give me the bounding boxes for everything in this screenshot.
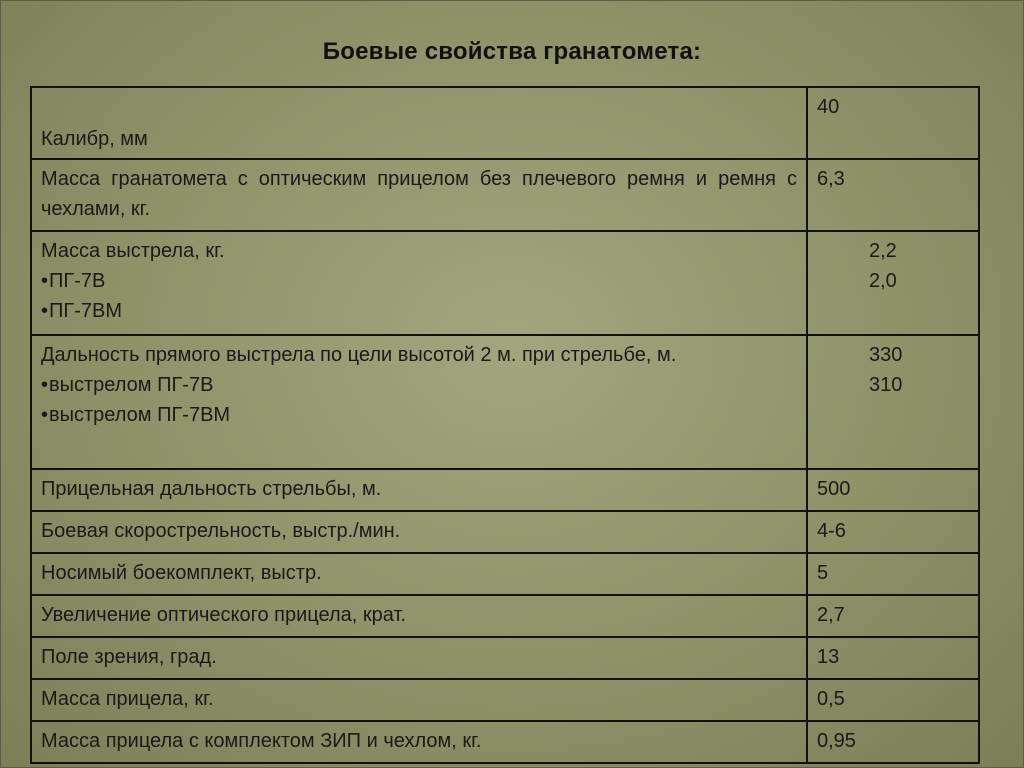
value-cell: 4-6 xyxy=(807,511,979,553)
bullet-item xyxy=(41,266,797,296)
bullet-item xyxy=(41,370,797,400)
specs-table xyxy=(30,86,980,764)
value-cell: 500 xyxy=(807,469,979,511)
table-row xyxy=(31,553,979,595)
value-item: 310 xyxy=(869,374,903,396)
param-cell: Увеличение оптического прицела, крат. xyxy=(31,595,807,637)
table-row xyxy=(31,231,979,335)
param-cell: Боевая скорострельность, выстр./мин. xyxy=(31,511,807,553)
table-row xyxy=(31,159,979,231)
table-row xyxy=(31,469,979,511)
param-cell xyxy=(31,335,807,469)
table-row xyxy=(31,511,979,553)
value-cell xyxy=(807,335,979,469)
value-cell: 13 xyxy=(807,637,979,679)
value-item: 330 xyxy=(869,344,903,366)
table-row xyxy=(31,595,979,637)
bullet-item xyxy=(41,296,797,326)
slide-title: Боевые свойства гранатомета: xyxy=(322,38,702,65)
bullet-text: ПГ-7ВМ xyxy=(49,300,123,322)
table-row xyxy=(31,721,979,763)
value-cell: 6,3 xyxy=(807,159,979,231)
value-cell: 40 xyxy=(807,87,979,159)
value-item: 2,2 xyxy=(869,240,897,262)
value-cell xyxy=(807,231,979,335)
param-cell: Калибр, мм xyxy=(31,87,807,159)
value-cell: 0,95 xyxy=(807,721,979,763)
bullet-text: ПГ-7В xyxy=(49,270,106,292)
bullet-text: выстрелом ПГ-7В xyxy=(49,374,214,396)
param-text: Масса выстрела, кг. xyxy=(41,240,225,262)
param-cell: Масса гранатомета с оптическим прицелом без плечевого ремня и ремня с чехлами, кг. xyxy=(31,159,807,231)
table-row xyxy=(31,637,979,679)
table-row xyxy=(31,679,979,721)
param-text: Дальность прямого выстрела по цели высотой 2 м. при стрельбе, м. xyxy=(41,344,677,366)
value-cell: 0,5 xyxy=(807,679,979,721)
table-row xyxy=(31,335,979,469)
param-cell: Масса прицела, кг. xyxy=(31,679,807,721)
param-cell: Носимый боекомплект, выстр. xyxy=(31,553,807,595)
param-cell xyxy=(31,231,807,335)
bullet-item xyxy=(41,400,797,430)
param-cell: Масса прицела с комплектом ЗИП и чехлом, кг. xyxy=(31,721,807,763)
value-cell: 5 xyxy=(807,553,979,595)
value-cell: 2,7 xyxy=(807,595,979,637)
table-row xyxy=(31,87,979,159)
value-item: 2,0 xyxy=(869,270,897,292)
param-cell: Поле зрения, град. xyxy=(31,637,807,679)
param-cell: Прицельная дальность стрельбы, м. xyxy=(31,469,807,511)
bullet-text: выстрелом ПГ-7ВМ xyxy=(49,404,231,426)
